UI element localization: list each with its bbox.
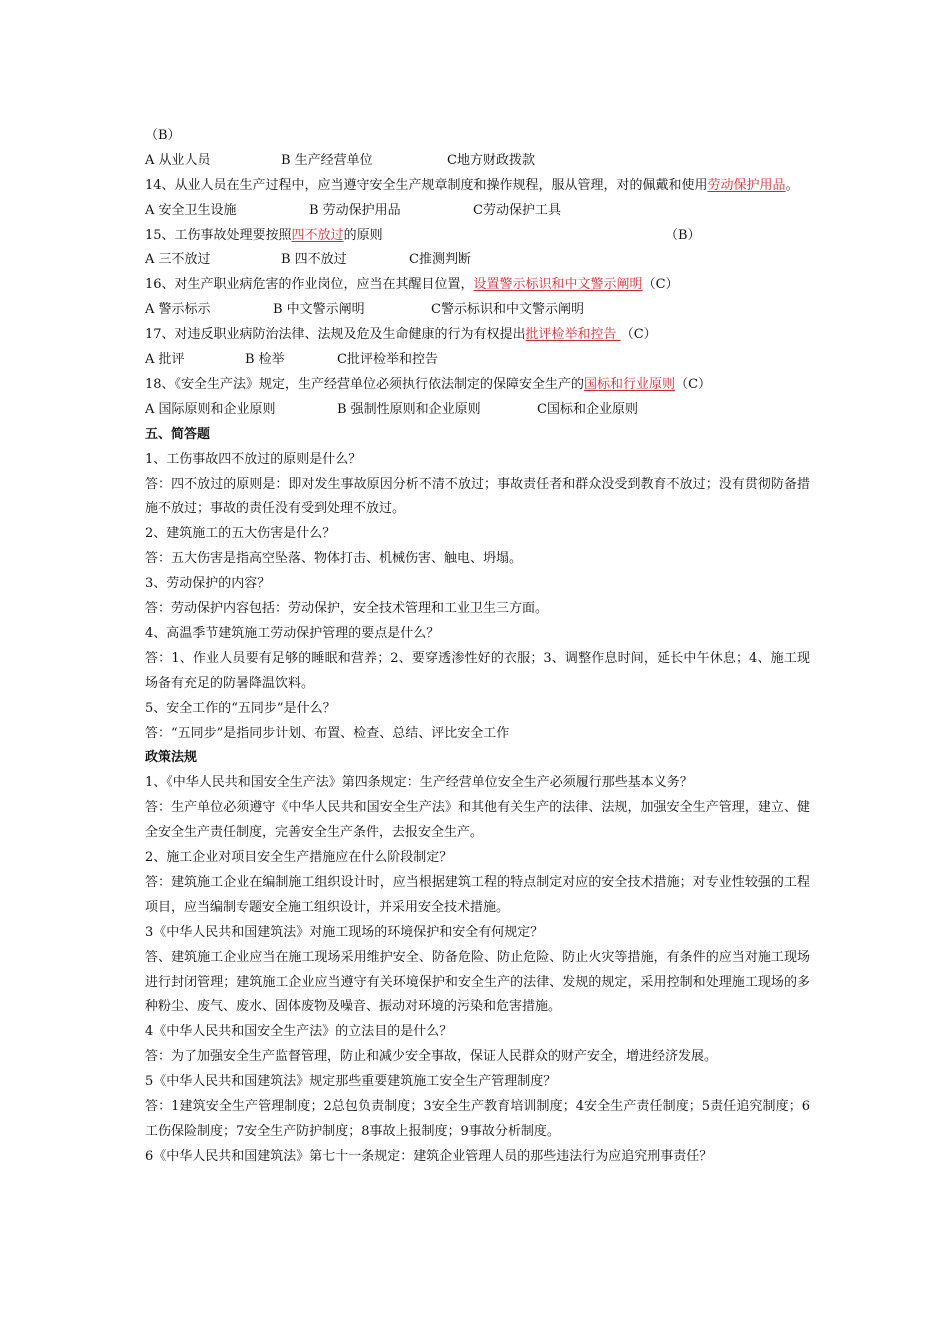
qa-answer: 答：为了加强安全生产监督管理，防止和减少安全事故，保证人民群众的财产安全，增进经济发展。 — [145, 1049, 718, 1065]
qa-answer: 答：四不放过的原则是：即对发生事故原因分析不清不放过；事故责任者和群众没受到教育不放过；没有贯彻防备措施不放过；事故的责任没有受到处理不放过。 — [145, 476, 810, 517]
q15-options — [145, 248, 810, 273]
qa-answer: 答：五大伤害是指高空坠落、物体打击、机械伤害、触电、坍塌。 — [145, 551, 523, 567]
qa-question: 5、安全工作的“五同步”是什么？ — [145, 700, 336, 716]
qa-question: 1、《中华人民共和国安全生产法》第四条规定：生产经营单位安全生产必须履行那些基本义务？ — [145, 775, 693, 791]
policy-heading: 政策法规 — [145, 750, 198, 766]
q18-answer: （C） — [675, 376, 712, 392]
q15-highlight: 四不放过 — [291, 227, 344, 243]
qa-question: 4、高温季节建筑施工劳动保护管理的要点是什么？ — [145, 625, 440, 641]
q15-suffix: 的原则 — [343, 227, 383, 243]
qa-answer: 答：1建筑安全生产管理制度；2总包负责制度；3安全生产教育培训制度；4安全生产责任制度；5责任追究制度；6工伤保险制度；7安全生产防护制度；8事故上报制度；9事故分析制度。 — [145, 1099, 810, 1139]
q15-option-a: A 三不放过 — [145, 252, 211, 268]
q16-option-b: B 中文警示阐明 — [273, 302, 365, 318]
q18-option-a: A 国际原则和企业原则 — [145, 401, 276, 417]
q13-options — [145, 149, 810, 174]
document-content — [145, 124, 810, 1170]
q16-highlight: 设置警示标识和中文警示阐明 — [473, 277, 643, 293]
q17-prefix: 17、对违反职业病防治法律、法规及危及生命健康的行为有权提出 — [145, 327, 526, 343]
q15-option-b: B 四不放过 — [281, 252, 347, 268]
qa-question: 2、施工企业对项目安全生产措施应在什么阶段制定？ — [145, 850, 453, 866]
q14-option-c: C劳动保护工具 — [473, 202, 561, 218]
q13-answer: （B） — [145, 128, 181, 143]
q17-options — [145, 348, 810, 373]
q17-question — [145, 323, 810, 348]
qa-question: 5《中华人民共和国建筑法》规定那些重要建筑施工安全生产管理制度？ — [145, 1074, 557, 1090]
q13-option-a: A 从业人员 — [145, 152, 211, 168]
q17-option-a: A 批评 — [145, 352, 185, 368]
qa-question: 3《中华人民共和国建筑法》对施工现场的环境保护和安全有何规定？ — [145, 924, 544, 940]
q14-prefix: 14、从业人员在生产过程中，应当遵守安全生产规章制度和操作规程，服从管理，对的佩戴和使用 — [145, 177, 708, 193]
q14-option-a: A 安全卫生设施 — [145, 202, 237, 218]
q18-question — [145, 373, 810, 398]
q15-prefix: 15、工伤事故处理要按照 — [145, 227, 292, 243]
q16-answer: （C） — [642, 277, 679, 293]
q17-answer: （C） — [620, 327, 657, 343]
q15-option-c: C推测判断 — [409, 252, 471, 268]
qa-answer: 答：劳动保护内容包括：劳动保护，安全技术管理和工业卫生三方面。 — [145, 601, 549, 616]
qa-answer: 答：生产单位必须遵守《中华人民共和国安全生产法》和其他有关生产的法律、法规，加强安全生产管理，建立、健全安全生产责任制度，完善安全生产条件，去报安全生产。 — [145, 800, 810, 841]
q18-option-b: B 强制性原则和企业原则 — [337, 401, 481, 417]
qa-answer: 答：建筑施工企业在编制施工组织设计时，应当根据建筑工程的特点制定对应的安全技术措施；对专业性较强的工程项目，应当编制专题安全施工组织设计，并采用安全技术措施。 — [145, 874, 810, 915]
qa-question: 1、工伤事故四不放过的原则是什么？ — [145, 451, 362, 467]
q16-options — [145, 298, 810, 323]
q14-options — [145, 199, 810, 224]
q16-question — [145, 273, 810, 298]
qa-question: 2、建筑施工的五大伤害是什么？ — [145, 526, 336, 542]
q17-option-c: C批评检举和控告 — [337, 352, 438, 368]
q18-prefix: 18、《安全生产法》规定，生产经营单位必须执行依法制定的保障安全生产的 — [145, 376, 585, 392]
q15-answer: （B） — [665, 227, 701, 243]
q16-option-a: A 警示标示 — [145, 302, 211, 318]
q14-suffix: 。 — [785, 177, 799, 193]
qa-answer: 答、建筑施工企业应当在施工现场采用维护安全、防备危险、防止危险、防止火灾等措施，有条件的应当对施工现场进行封闭管理；建筑施工企业应当遵守有关环境保护和安全生产的法律、发规的规定，采用控制和处理施工现场的多种粉尘、废气、废水、固体废物及噪音、振动对环境的污染和危害措施。 — [145, 949, 810, 1015]
qa-answer: 答：1、作业人员要有足够的睡眠和营养；2、要穿透渗性好的衣服；3、调整作息时间，延长中午休息；4、施工现场备有充足的防暑降温饮料。 — [145, 650, 810, 691]
q18-options — [145, 398, 810, 423]
q16-option-c: C警示标识和中文警示阐明 — [431, 302, 584, 318]
qa-question: 4《中华人民共和国安全生产法》的立法目的是什么？ — [145, 1024, 453, 1040]
q17-option-b: B 检举 — [245, 352, 285, 368]
q18-option-c: C国标和企业原则 — [537, 401, 638, 417]
q14-question — [145, 174, 810, 199]
q16-prefix: 16、对生产职业病危害的作业岗位，应当在其醒目位置， — [145, 277, 474, 293]
q14-highlight: 劳动保护用品 — [707, 177, 786, 193]
q13-option-b: B 生产经营单位 — [281, 152, 373, 168]
q15-question — [145, 224, 810, 249]
q13-option-c: C地方财政拨款 — [447, 152, 535, 168]
qa-question: 3、劳动保护的内容？ — [145, 576, 271, 592]
q18-highlight: 国标和行业原则 — [584, 376, 676, 392]
q14-option-b: B 劳动保护用品 — [309, 202, 401, 218]
q17-highlight: 批评检举和控告 — [525, 327, 621, 343]
qa-answer: 答：“五同步”是指同步计划、布置、检查、总结、评比安全工作 — [145, 725, 510, 741]
qa-question: 6《中华人民共和国建筑法》第七十一条规定：建筑企业管理人员的那些违法行为应追究刑事责任？ — [145, 1148, 713, 1164]
section-5-heading: 五、简答题 — [145, 426, 211, 442]
